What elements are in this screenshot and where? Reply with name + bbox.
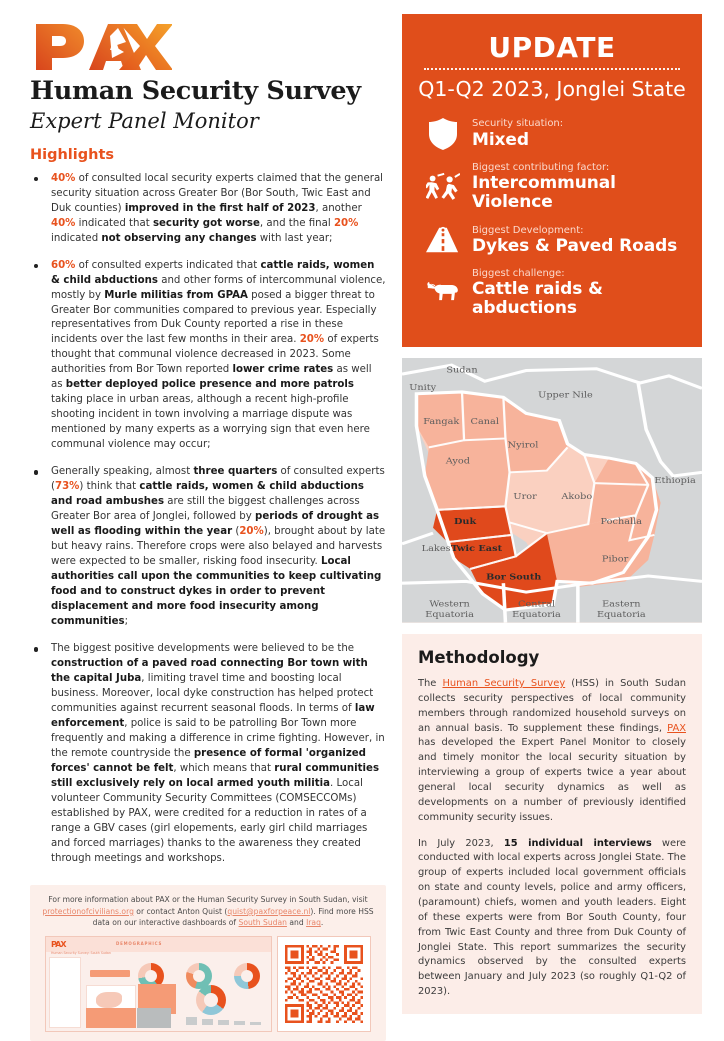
update-subtitle: Q1-Q2 2023, Jonglei State (418, 77, 686, 101)
fact-value: Dykes & Paved Roads (472, 235, 678, 256)
highlight-emphasis: three quarters (193, 466, 278, 478)
footer-text-a: For more information about PAX or the Human Security Survey in South Sudan, visit (48, 894, 368, 904)
highlight-bullet-3 (30, 465, 386, 630)
fact-biggest-challenge (418, 268, 686, 318)
method-p1-b: (HSS) in South Sudan collects security perspectives of local community members through randomized household surveys on an annual basis. To supplement these findings, (418, 677, 687, 734)
highlight-emphasis: law enforcement (51, 703, 375, 730)
fact-security-situation (418, 117, 686, 151)
dashboard-bar-5 (218, 1020, 229, 1025)
map-label-ayod: Ayod (445, 457, 470, 467)
highlight-stat: 20% (333, 217, 359, 229)
dotted-divider (424, 68, 680, 70)
map-label-fangak: Fangak (423, 418, 460, 428)
method-p2-b: were conducted with local experts across Jonglei State. The group of experts included local government officials on state and county levels, police and army officers, (paramount) chiefs, women and youth leaders. Eight of these experts were from Bor South County, four from Twic East County and three from Duk County of Jonglei State. This report summarizes the security dynamics observed by the consulted experts between January and July 2023 (so roughly Q1-Q2 of 2023). (418, 837, 686, 998)
highlight-text: , police is said to be patrolling Bor Town more frequently and making a difference in crime fighting. However, in the remote countryside the (51, 718, 385, 760)
south-sudan-dashboard-link[interactable]: South Sudan (238, 918, 287, 928)
map-label-unity: Unity (409, 384, 437, 394)
highlight-text: ( (232, 526, 240, 538)
highlight-text: ; (124, 616, 129, 628)
map-label-ethiopia: Ethiopia (654, 477, 696, 487)
dashboard-bar-1 (86, 1008, 136, 1028)
highlight-text: posed a bigger threat to Greater Bor communities compared to previous year. Especially representatives from Duk County reported a rise in these incidents over the last few months in their area. (51, 289, 377, 346)
highlight-bullet-4 (30, 642, 386, 867)
footer-info-box (30, 885, 386, 1041)
fact-value: Intercommunal Violence (472, 173, 616, 213)
methodology-paragraph-2 (418, 837, 686, 1000)
map-label-eastern-equatoria-2: Equatoria (596, 611, 646, 621)
highlight-stat: 20% (299, 334, 325, 346)
highlight-emphasis: presence of formal 'organized forces' cannot be felt (51, 748, 366, 775)
dashboard-thumbnail-row (40, 936, 376, 1032)
methodology-panel (402, 634, 702, 1014)
map-label-central-equatoria: Central (518, 600, 555, 610)
update-title: UPDATE (488, 31, 616, 64)
map-label-uror: Uror (513, 493, 537, 503)
dashboard-logo: PAX (51, 940, 66, 950)
fact-label: Biggest contributing factor: (472, 161, 610, 173)
method-p2-a: In July 2023, (418, 837, 504, 849)
pax-link[interactable]: PAX (667, 722, 686, 734)
highlight-text: , another (315, 202, 362, 214)
qr-code[interactable] (277, 936, 371, 1032)
methodology-paragraph-1 (418, 677, 686, 826)
map-county-canal (462, 392, 505, 440)
fact-value: Cattle raids & abductions (472, 279, 603, 319)
dashboard-bar-4 (202, 1019, 213, 1025)
left-column (16, 14, 398, 1014)
highlight-text: as well as (51, 364, 372, 391)
map-label-akobo: Akobo (561, 493, 593, 503)
highlight-emphasis: security got worse (152, 217, 260, 229)
road-icon (426, 223, 460, 257)
map-label-nyirol: Nyirol (507, 441, 539, 451)
dashboard-bar-3 (186, 1017, 197, 1025)
map-label-twic-east: Twic East (450, 544, 503, 555)
footer-text-b: or contact Anton Quist ( (133, 906, 228, 916)
highlight-stat: 73% (54, 481, 80, 493)
highlight-text: taking place in urban areas, although a recent high-profile shooting incident in town involving a marriage dispute was mentioned by many experts as a worrying sign that even here communal violence may occur; (51, 394, 370, 451)
map-label-western-equatoria-2: Equatoria (425, 611, 474, 621)
highlight-emphasis: periods of drought as well as flooding within the year (51, 511, 380, 538)
dashboard-bar-6 (234, 1021, 245, 1025)
protectionofcivilians-link[interactable]: protectionofcivilians.org (42, 906, 134, 916)
highlight-text: are still the biggest challenges across Greater Bor area of Jonglei, followed by (51, 496, 360, 523)
fact-contributing-factor (418, 162, 686, 212)
highlight-text: indicated (51, 232, 102, 244)
highlight-text: , and the final (259, 217, 334, 229)
highlight-stat: 40% (51, 172, 76, 184)
shield-icon (426, 117, 460, 151)
map-label-eastern-equatoria: Eastern (602, 600, 641, 610)
highlight-text: of consulted experts indicated that (75, 259, 261, 271)
highlight-text: of experts thought that communal violence decreased in 2023. Some authorities from Bor Town reported (51, 334, 379, 376)
highlight-text: with last year; (256, 232, 333, 244)
map-label-canal: Canal (470, 418, 499, 428)
highlight-emphasis: cattle raids, women & child abductions (51, 259, 375, 286)
map-county-ayod (425, 439, 510, 510)
highlight-text: ), brought about by late but heavy rains. Therefore crops were also belayed and harvests were expected to be smaller, risking food insecurity. (51, 526, 386, 568)
highlight-text: and other forms of intercommunal violence, mostly by (51, 274, 386, 301)
highlights-heading: Highlights (30, 146, 115, 163)
fact-label: Biggest Development: (472, 224, 584, 236)
dashboard-bar-2 (137, 1008, 171, 1028)
methodology-title: Methodology (418, 647, 540, 667)
highlight-emphasis: not observing any changes (101, 232, 257, 244)
highlight-emphasis: rural communities still exclusively rely on local armed youth militia (51, 763, 380, 790)
highlight-bullet-1 (30, 172, 386, 247)
highlight-text: ) think that (79, 481, 140, 493)
map-label-pochalla: Pochalla (600, 518, 643, 528)
highlight-text: of consulted local security experts claimed that the general security situation across Greater Bor (Bor South, Twic East and Duk counties) (51, 172, 384, 214)
page-subtitle: Expert Panel Monitor (30, 108, 259, 133)
map-label-central-equatoria-2: Equatoria (512, 611, 561, 621)
pax-logo (32, 22, 172, 72)
dashboard-subtitle: Human Security Survey: South Sudan (51, 951, 111, 956)
hss-link[interactable]: Human Security Survey (442, 677, 566, 689)
highlights-list (30, 172, 386, 879)
fact-biggest-development (418, 223, 686, 257)
map-label-duk: Duk (453, 517, 477, 528)
fact-value: Mixed (472, 129, 529, 150)
highlight-text: , which means that (173, 763, 275, 775)
jonglei-map (402, 358, 702, 623)
highlight-stat: 40% (51, 217, 76, 229)
iraq-dashboard-link[interactable]: Iraq (306, 918, 321, 928)
method-p1-a: The (418, 677, 443, 689)
fact-label: Biggest challenge: (472, 268, 565, 280)
highlight-stat: 20% (239, 526, 264, 538)
map-label-lakes: Lakes (421, 544, 451, 555)
dashboard-donut-large (196, 985, 226, 1015)
highlight-emphasis: better deployed police presence and more patrols (65, 379, 354, 391)
map-label-upper-nile: Upper Nile (538, 391, 593, 401)
method-p1-c: has developed the Expert Panel Monitor to closely and timely monitor the local security situation by interviewing a group of experts twice a year about general local security dynamics as well as developments on a number of previously identified community security issues. (418, 737, 686, 823)
dashboard-filter-pill (90, 970, 130, 977)
map-label-bor-south: Bor South (486, 572, 542, 583)
highlight-emphasis: lower crime rates (232, 364, 334, 376)
right-column (402, 14, 702, 1014)
dashboard-banner-label: DEMOGRAPHICS (116, 940, 163, 946)
highlight-text: indicated that (75, 217, 153, 229)
dashboard-sidebar (49, 957, 81, 1028)
highlight-bullet-2 (30, 259, 386, 454)
highlight-emphasis: cattle raids, women & child abductions and road ambushes (51, 481, 364, 508)
highlight-text: The biggest positive developments were believed to be the (51, 643, 355, 655)
highlight-emphasis: Murle militias from GPAA (104, 289, 248, 301)
highlight-text: Generally speaking, almost (51, 466, 194, 478)
email-link[interactable]: quist@paxforpeace.nl (227, 906, 311, 916)
footer-text-c: ). Find more HSS data on our interactive dashboards of (92, 906, 374, 928)
highlight-emphasis: improved in the first half of 2023 (124, 202, 316, 214)
highlight-text: of consulted experts ( (51, 466, 385, 493)
footer-text (40, 894, 376, 929)
violence-icon (426, 170, 460, 204)
dashboard-donut-3 (234, 963, 260, 989)
dashboard-preview-image[interactable] (45, 936, 272, 1032)
update-panel (402, 14, 702, 347)
page-title: Human Security Survey (30, 76, 361, 106)
footer-text-e: . (320, 918, 324, 928)
map-label-western-equatoria: Western (429, 600, 470, 610)
cattle-icon (426, 276, 460, 310)
map-label-sudan: Sudan (446, 366, 478, 376)
fact-label: Security situation: (472, 118, 564, 130)
footer-text-d: and (286, 918, 307, 928)
highlight-emphasis: construction of a paved road connecting Bor town with the capital Juba (51, 658, 368, 685)
method-p2-bold: 15 individual interviews (503, 837, 652, 849)
highlight-emphasis: Local authorities call upon the communities to keep cultivating food and to construct dykes in order to prevent displacement and more food insecurity among communities (51, 556, 382, 628)
map-label-pibor: Pibor (601, 555, 629, 565)
highlight-text: . Local volunteer Community Security Committees (COMSECCOMs) established by PAX, were credited for a reduction in rates of a range a GBV cases (girl elopements, early girl child marriages and forced marriages) thanks to the awareness they created through meetings and workshops. (51, 778, 368, 864)
highlight-text: , limiting travel time and boosting local business. Moreover, local dyke construction has helped protect communities against recurrent seasonal floods. In terms of (51, 673, 374, 715)
highlight-stat: 60% (51, 259, 76, 271)
